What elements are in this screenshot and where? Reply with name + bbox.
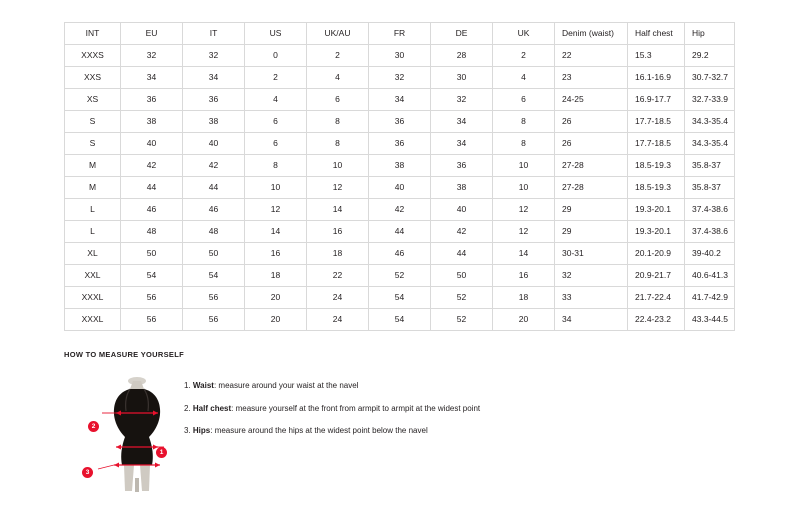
- cell-uk: 12: [493, 199, 555, 221]
- column-header: Hip: [685, 23, 735, 45]
- cell-fr: 36: [369, 133, 431, 155]
- cell-fr: 52: [369, 265, 431, 287]
- cell-half-chest: 20.9-21.7: [628, 265, 685, 287]
- cell-denim: 26: [555, 111, 628, 133]
- cell-us: 20: [245, 287, 307, 309]
- cell-half-chest: 18.5-19.3: [628, 155, 685, 177]
- cell-ukau: 24: [307, 287, 369, 309]
- cell-de: 30: [431, 67, 493, 89]
- cell-fr: 42: [369, 199, 431, 221]
- cell-ukau: 18: [307, 243, 369, 265]
- measure-note-hips: [184, 426, 480, 436]
- table-row: [65, 221, 735, 243]
- table-row: [65, 67, 735, 89]
- cell-us: 0: [245, 45, 307, 67]
- cell-fr: 32: [369, 67, 431, 89]
- table-row: [65, 199, 735, 221]
- cell-de: 34: [431, 133, 493, 155]
- cell-it: 32: [183, 45, 245, 67]
- cell-denim: 26: [555, 133, 628, 155]
- cell-ukau: 16: [307, 221, 369, 243]
- note-text: : measure around your waist at the navel: [213, 381, 359, 390]
- cell-int: M: [65, 177, 121, 199]
- cell-us: 2: [245, 67, 307, 89]
- table-row: [65, 155, 735, 177]
- cell-uk: 8: [493, 133, 555, 155]
- cell-fr: 38: [369, 155, 431, 177]
- cell-int: XXXL: [65, 309, 121, 331]
- cell-eu: 48: [121, 221, 183, 243]
- column-header: UK: [493, 23, 555, 45]
- cell-fr: 36: [369, 111, 431, 133]
- table-row: [65, 177, 735, 199]
- cell-eu: 38: [121, 111, 183, 133]
- cell-fr: 40: [369, 177, 431, 199]
- cell-uk: 8: [493, 111, 555, 133]
- note-text: : measure yourself at the front from armpit to armpit at the widest point: [231, 403, 481, 413]
- cell-uk: 10: [493, 155, 555, 177]
- size-table-container: [64, 22, 734, 331]
- cell-half-chest: 15.3: [628, 45, 685, 67]
- size-conversion-table: [64, 22, 735, 331]
- cell-uk: 4: [493, 67, 555, 89]
- cell-half-chest: 20.1-20.9: [628, 243, 685, 265]
- cell-denim: 24-25: [555, 89, 628, 111]
- mannequin-illustration: [92, 373, 182, 493]
- cell-denim: 33: [555, 287, 628, 309]
- table-row: [65, 89, 735, 111]
- cell-ukau: 4: [307, 67, 369, 89]
- cell-fr: 54: [369, 309, 431, 331]
- cell-uk: 12: [493, 221, 555, 243]
- cell-int: XXL: [65, 265, 121, 287]
- column-header: INT: [65, 23, 121, 45]
- cell-us: 16: [245, 243, 307, 265]
- cell-it: 54: [183, 265, 245, 287]
- cell-half-chest: 19.3-20.1: [628, 221, 685, 243]
- cell-fr: 46: [369, 243, 431, 265]
- cell-us: 6: [245, 133, 307, 155]
- cell-de: 36: [431, 155, 493, 177]
- table-row: [65, 45, 735, 67]
- cell-uk: 18: [493, 287, 555, 309]
- cell-it: 56: [183, 309, 245, 331]
- cell-de: 52: [431, 287, 493, 309]
- cell-it: 44: [183, 177, 245, 199]
- cell-denim: 27-28: [555, 177, 628, 199]
- cell-eu: 44: [121, 177, 183, 199]
- cell-it: 50: [183, 243, 245, 265]
- mannequin-figure: [64, 373, 174, 493]
- cell-eu: 56: [121, 309, 183, 331]
- column-header: DE: [431, 23, 493, 45]
- table-row: [65, 111, 735, 133]
- cell-int: XS: [65, 89, 121, 111]
- cell-hip: 37.4-38.6: [685, 221, 735, 243]
- cell-de: 34: [431, 111, 493, 133]
- cell-int: L: [65, 199, 121, 221]
- measure-bullet-3: 3: [82, 467, 93, 478]
- cell-de: 42: [431, 221, 493, 243]
- cell-half-chest: 21.7-22.4: [628, 287, 685, 309]
- cell-hip: 30.7-32.7: [685, 67, 735, 89]
- cell-eu: 54: [121, 265, 183, 287]
- cell-hip: 40.6-41.3: [685, 265, 735, 287]
- cell-us: 12: [245, 199, 307, 221]
- cell-us: 4: [245, 89, 307, 111]
- measure-bullet-1: 1: [156, 447, 167, 458]
- cell-uk: 6: [493, 89, 555, 111]
- cell-ukau: 2: [307, 45, 369, 67]
- cell-ukau: 24: [307, 309, 369, 331]
- cell-uk: 2: [493, 45, 555, 67]
- cell-int: XXXL: [65, 287, 121, 309]
- cell-int: XL: [65, 243, 121, 265]
- measure-notes: [184, 373, 480, 449]
- cell-eu: 50: [121, 243, 183, 265]
- cell-uk: 10: [493, 177, 555, 199]
- cell-de: 44: [431, 243, 493, 265]
- cell-half-chest: 18.5-19.3: [628, 177, 685, 199]
- column-header: IT: [183, 23, 245, 45]
- cell-ukau: 22: [307, 265, 369, 287]
- cell-it: 46: [183, 199, 245, 221]
- cell-denim: 23: [555, 67, 628, 89]
- measure-body: [64, 373, 744, 493]
- cell-denim: 27-28: [555, 155, 628, 177]
- cell-hip: 34.3-35.4: [685, 133, 735, 155]
- cell-ukau: 10: [307, 155, 369, 177]
- cell-half-chest: 17.7-18.5: [628, 111, 685, 133]
- cell-us: 10: [245, 177, 307, 199]
- cell-hip: 37.4-38.6: [685, 199, 735, 221]
- cell-denim: 30-31: [555, 243, 628, 265]
- cell-hip: 29.2: [685, 45, 735, 67]
- cell-half-chest: 19.3-20.1: [628, 199, 685, 221]
- cell-int: XXXS: [65, 45, 121, 67]
- cell-eu: 36: [121, 89, 183, 111]
- cell-it: 36: [183, 89, 245, 111]
- table-row: [65, 309, 735, 331]
- cell-int: S: [65, 133, 121, 155]
- cell-us: 6: [245, 111, 307, 133]
- cell-eu: 32: [121, 45, 183, 67]
- cell-de: 32: [431, 89, 493, 111]
- table-row: [65, 265, 735, 287]
- cell-de: 52: [431, 309, 493, 331]
- cell-int: XXS: [65, 67, 121, 89]
- how-to-measure-section: [64, 350, 744, 493]
- cell-denim: 22: [555, 45, 628, 67]
- cell-eu: 42: [121, 155, 183, 177]
- note-term: Waist: [192, 381, 214, 390]
- cell-fr: 54: [369, 287, 431, 309]
- cell-fr: 44: [369, 221, 431, 243]
- table-row: [65, 287, 735, 309]
- note-term: Half chest: [192, 403, 232, 413]
- measure-note-half-chest: [184, 404, 480, 414]
- cell-eu: 56: [121, 287, 183, 309]
- cell-hip: 39-40.2: [685, 243, 735, 265]
- cell-eu: 46: [121, 199, 183, 221]
- cell-half-chest: 22.4-23.2: [628, 309, 685, 331]
- column-header: Denim (waist): [555, 23, 628, 45]
- cell-int: S: [65, 111, 121, 133]
- column-header: FR: [369, 23, 431, 45]
- cell-half-chest: 16.1-16.9: [628, 67, 685, 89]
- cell-half-chest: 17.7-18.5: [628, 133, 685, 155]
- note-term: Hips: [192, 426, 211, 436]
- cell-us: 14: [245, 221, 307, 243]
- cell-it: 42: [183, 155, 245, 177]
- column-header: US: [245, 23, 307, 45]
- cell-hip: 35.8-37: [685, 155, 735, 177]
- table-row: [65, 243, 735, 265]
- cell-eu: 34: [121, 67, 183, 89]
- cell-int: L: [65, 221, 121, 243]
- column-header: UK/AU: [307, 23, 369, 45]
- cell-de: 38: [431, 177, 493, 199]
- cell-us: 8: [245, 155, 307, 177]
- cell-ukau: 6: [307, 89, 369, 111]
- note-number: 1.: [184, 381, 191, 390]
- cell-it: 48: [183, 221, 245, 243]
- cell-fr: 30: [369, 45, 431, 67]
- cell-denim: 32: [555, 265, 628, 287]
- cell-fr: 34: [369, 89, 431, 111]
- cell-uk: 14: [493, 243, 555, 265]
- note-number: 3.: [184, 426, 191, 436]
- cell-hip: 43.3-44.5: [685, 309, 735, 331]
- cell-hip: 32.7-33.9: [685, 89, 735, 111]
- cell-hip: 41.7-42.9: [685, 287, 735, 309]
- cell-ukau: 8: [307, 133, 369, 155]
- column-header: Half chest: [628, 23, 685, 45]
- note-text: : measure around the hips at the widest point below the navel: [210, 426, 428, 436]
- table-row: [65, 133, 735, 155]
- cell-it: 34: [183, 67, 245, 89]
- cell-ukau: 12: [307, 177, 369, 199]
- cell-denim: 34: [555, 309, 628, 331]
- column-header: EU: [121, 23, 183, 45]
- cell-hip: 34.3-35.4: [685, 111, 735, 133]
- cell-ukau: 14: [307, 199, 369, 221]
- cell-us: 18: [245, 265, 307, 287]
- measure-note-waist: [184, 381, 480, 391]
- cell-denim: 29: [555, 199, 628, 221]
- cell-uk: 20: [493, 309, 555, 331]
- cell-uk: 16: [493, 265, 555, 287]
- cell-de: 40: [431, 199, 493, 221]
- note-number: 2.: [184, 403, 191, 413]
- cell-de: 28: [431, 45, 493, 67]
- cell-it: 56: [183, 287, 245, 309]
- cell-it: 40: [183, 133, 245, 155]
- how-to-measure-title: HOW TO MEASURE YOURSELF: [64, 350, 184, 359]
- measure-bullet-2: 2: [88, 421, 99, 432]
- table-header-row: [65, 23, 735, 45]
- cell-denim: 29: [555, 221, 628, 243]
- cell-hip: 35.8-37: [685, 177, 735, 199]
- cell-us: 20: [245, 309, 307, 331]
- cell-it: 38: [183, 111, 245, 133]
- cell-eu: 40: [121, 133, 183, 155]
- cell-int: M: [65, 155, 121, 177]
- cell-ukau: 8: [307, 111, 369, 133]
- cell-de: 50: [431, 265, 493, 287]
- cell-half-chest: 16.9-17.7: [628, 89, 685, 111]
